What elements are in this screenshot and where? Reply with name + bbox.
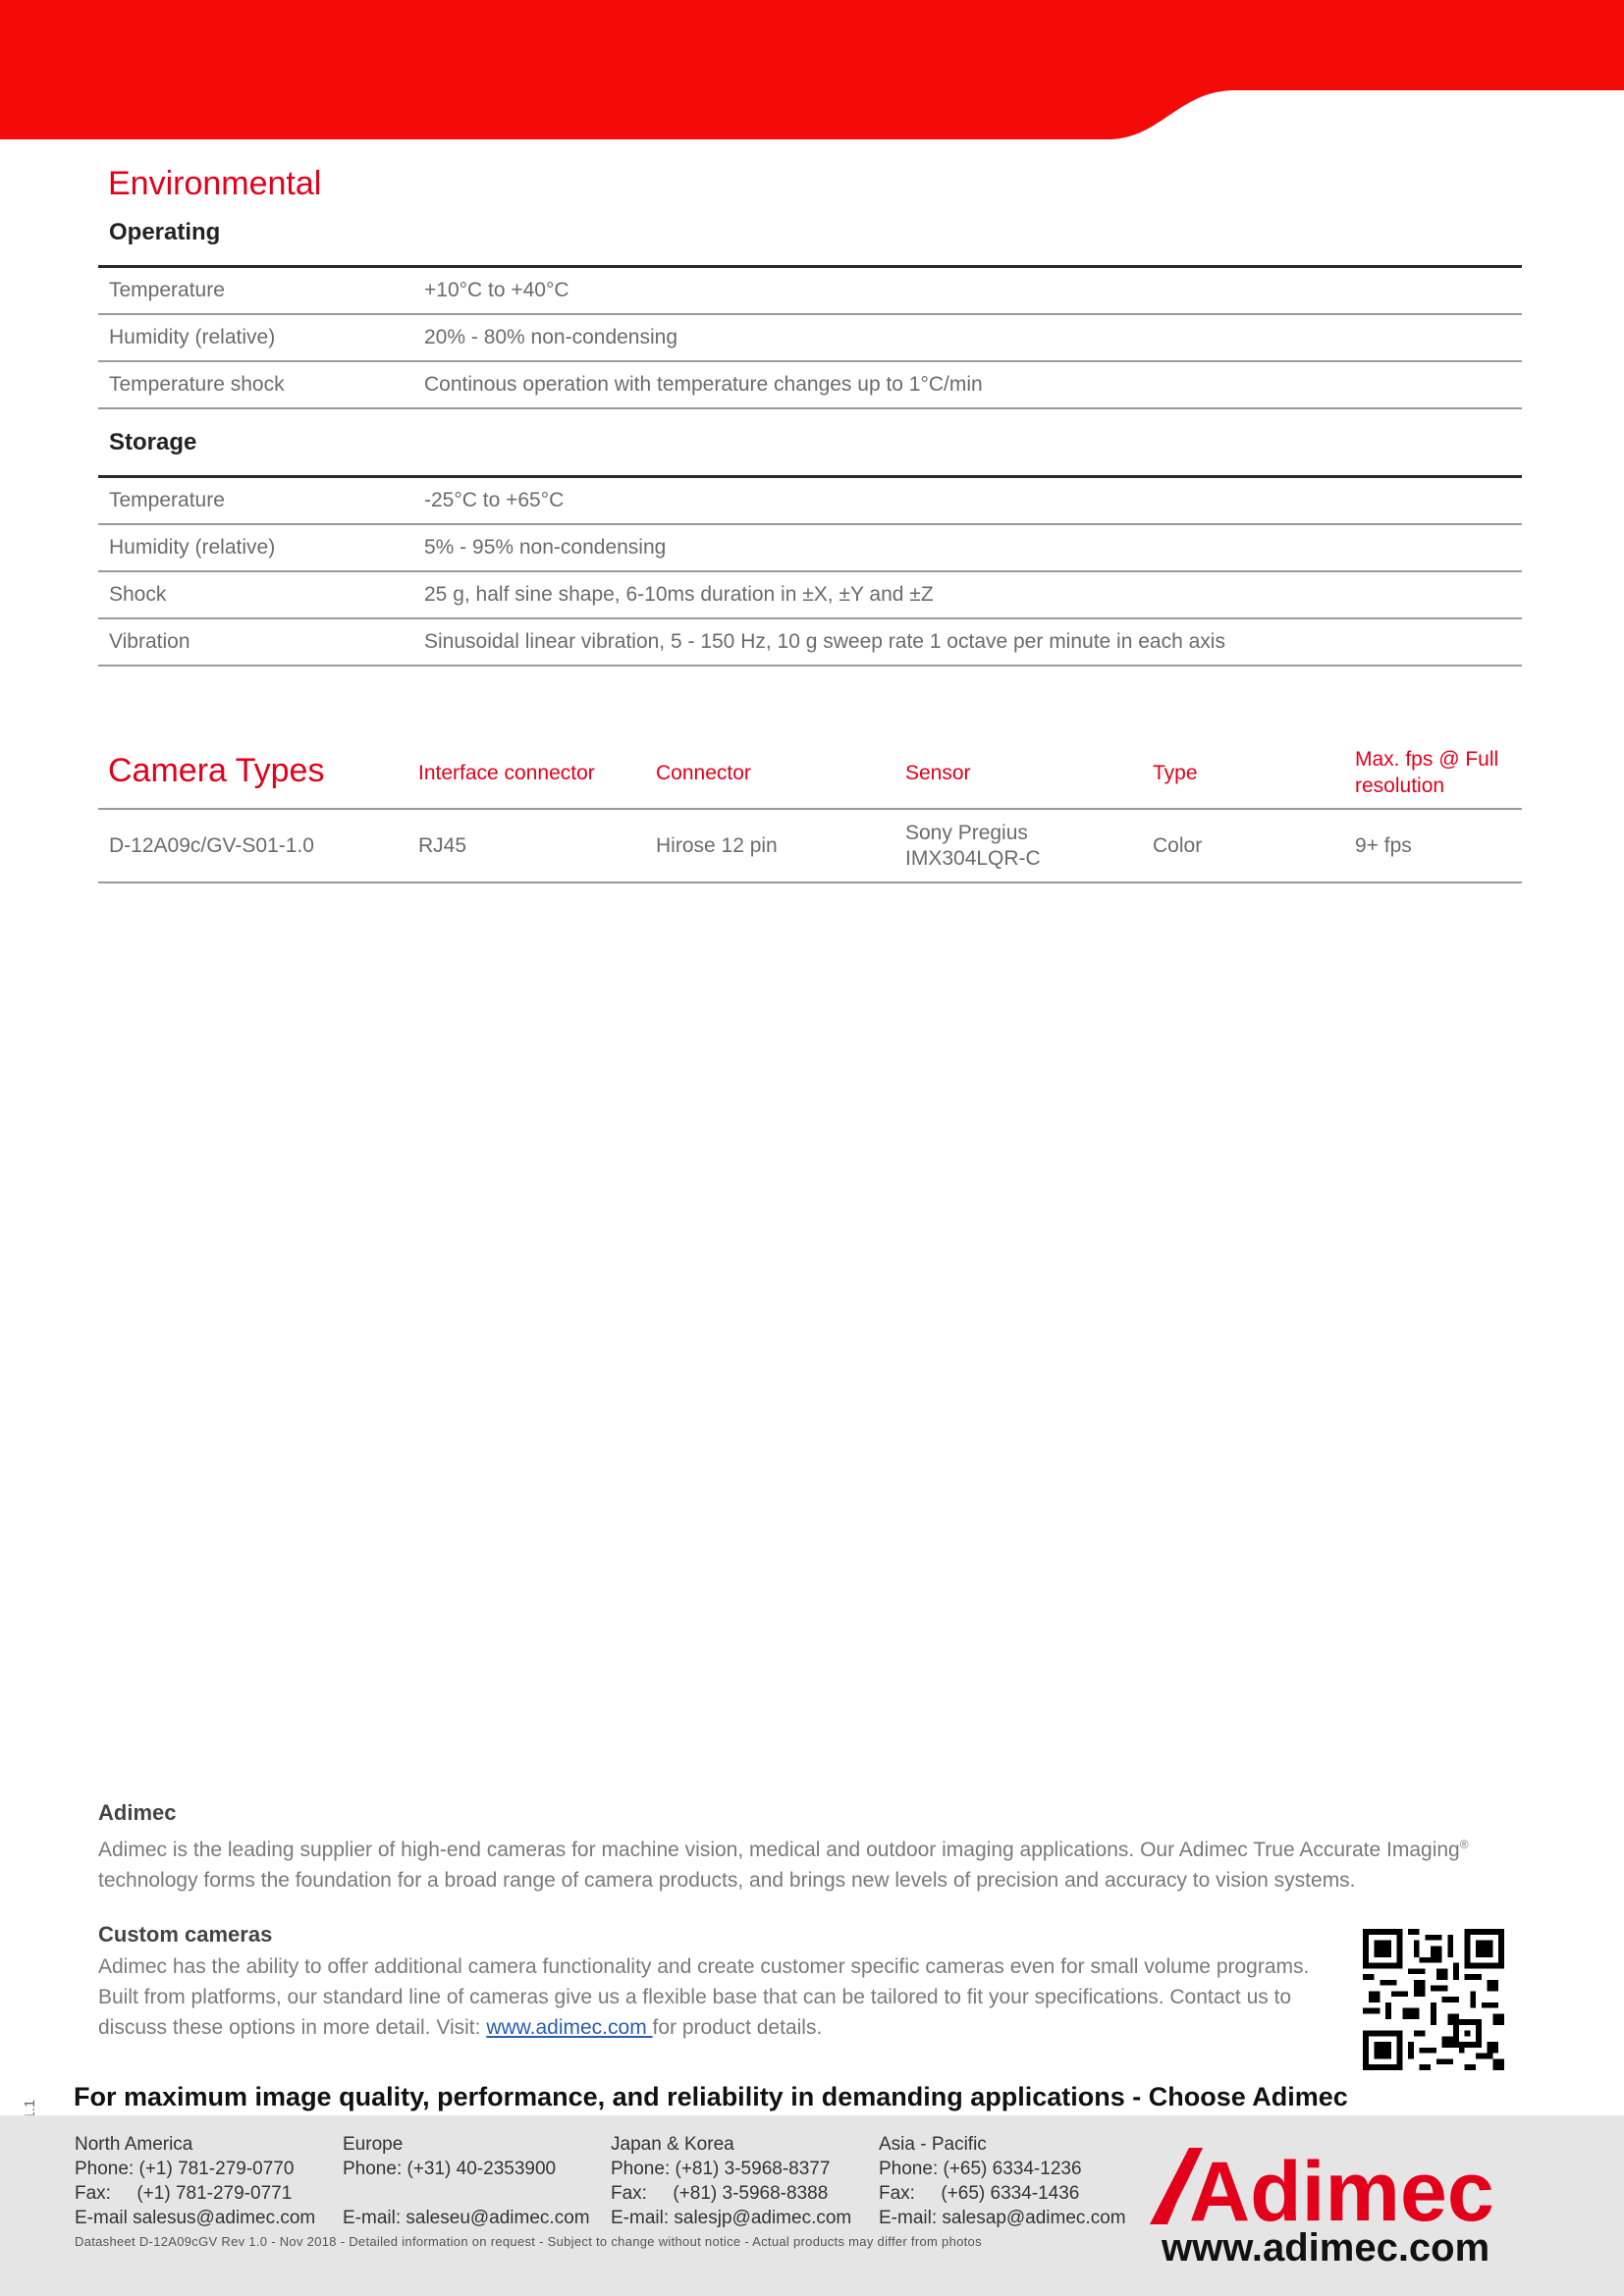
contact-north-america [75,2132,315,2230]
website-url: www.adimec.com [1162,2226,1490,2269]
about-text-part2: technology forms the foundation for a broad range of camera products, and brings new levels of precision and accuracy to vision systems. [98,1869,1356,1892]
contact-fax: Fax: (+1) 781-279-0771 [75,2183,293,2204]
contact-phone: Phone: (+65) 6334-1236 [879,2159,1082,2179]
spec-value: 25 g, half sine shape, 6-10ms duration in ±X, ±Y and ±Z [413,571,1522,618]
custom-text: Adimec has the ability to offer additional camera functionality and create customer specific cameras even for small volume programs. Built from platforms, our standard line of cameras give us a flexible base that can be tailored to fit your specifications. Contact us to discuss these options in more detail. Visit: [98,1955,1310,2039]
header-red-band [0,0,1624,142]
contact-europe [343,2132,590,2230]
about-title: Adimec [98,1800,177,1825]
contact-phone: Phone: (+31) 40-2353900 [343,2159,557,2179]
table-row [98,314,1522,361]
contact-email: E-mail: saleseu@adimec.com [343,2208,590,2228]
camera-sensor-line2: IMX304LQR-C [905,847,1041,870]
spec-label: Humidity (relative) [98,314,413,361]
tagline: For maximum image quality, performance, and reliability in demanding applications - Choose Adimec [74,2082,1348,2111]
website-link[interactable]: www.adimec.com [486,2016,653,2039]
camera-fps: 9+ fps [1355,834,1412,857]
contact-email: E-mail: salesap@adimec.com [879,2208,1126,2228]
contact-region: Asia - Pacific [879,2134,987,2155]
spec-value: -25°C to +65°C [413,477,1522,525]
header-sensor: Sensor [905,762,971,784]
contact-fax: Fax: (+81) 3-5968-8388 [611,2183,829,2204]
table-row [98,524,1522,571]
contact-email: E-mail salesus@adimec.com [75,2208,316,2228]
logo-text: Adimec [1189,2145,1494,2230]
contact-japan-korea [611,2132,851,2230]
header-max-fps: Max. fps @ Full resolution [1355,748,1499,797]
spec-value: +10°C to +40°C [413,267,1522,315]
registered-mark: ® [1459,1838,1469,1851]
camera-model: D-12A09c/GV-S01-1.0 [109,834,314,857]
spec-value: Sinusoidal linear vibration, 5 - 150 Hz, 10 g sweep rate 1 octave per minute in each axis [413,618,1522,666]
fine-print: Datasheet D-12A09cGV Rev 1.0 - Nov 2018 - Detailed information on request - Subject to change without notice - Actual products may differ from photos [75,2234,982,2249]
spec-value: 20% - 80% non-condensing [413,314,1522,361]
contact-region: Japan & Korea [611,2134,734,2155]
header-type: Type [1153,762,1198,784]
spec-label: Shock [98,571,413,618]
custom-text-after: for product details. [652,2016,823,2039]
spec-value: 5% - 95% non-condensing [413,524,1522,571]
qr-code [1363,1929,1504,2070]
adimec-logo [1144,2142,1556,2230]
spec-label: Vibration [98,618,413,666]
table-row [98,571,1522,618]
contact-phone: Phone: (+81) 3-5968-8377 [611,2159,831,2179]
spec-label: Humidity (relative) [98,524,413,571]
spec-label: Temperature [98,267,413,315]
camera-sensor-line1: Sony Pregius [905,822,1028,844]
contact-email: E-mail: salesjp@adimec.com [611,2208,852,2228]
contact-fax: Fax: (+65) 6334-1436 [879,2183,1080,2204]
about-text-part1: Adimec is the leading supplier of high-end cameras for machine vision, medical and outdoor imaging applications. Our Adimec True Accurate Imaging [98,1839,1460,1861]
storage-table [98,475,1522,667]
custom-cameras-text [98,1951,1355,2043]
storage-title: Storage [109,429,197,455]
operating-table [98,265,1522,409]
spec-label: Temperature shock [98,361,413,408]
contact-phone: Phone: (+1) 781-279-0770 [75,2159,295,2179]
table-row [98,477,1522,525]
header-connector: Connector [656,762,751,784]
divider [98,881,1522,883]
camera-type: Color [1153,834,1203,857]
spec-value: Continous operation with temperature changes up to 1°C/min [413,361,1522,408]
camera-types-title: Camera Types [108,752,325,789]
contact-asia-pacific [879,2132,1126,2230]
table-row [98,618,1522,666]
contact-region: Europe [343,2134,404,2155]
table-row [98,267,1522,315]
custom-cameras-title: Custom cameras [98,1922,273,1947]
camera-connector: Hirose 12 pin [656,834,778,857]
contact-region: North America [75,2134,193,2155]
contact-fax [343,2181,590,2206]
camera-sensor [905,821,1041,872]
environmental-title: Environmental [108,165,322,202]
spec-label: Temperature [98,477,413,525]
header-interface-connector: Interface connector [418,762,595,784]
camera-interface: RJ45 [418,834,467,857]
table-row [98,361,1522,408]
operating-title: Operating [109,219,221,245]
divider [98,808,1522,810]
about-text [98,1830,1512,1896]
